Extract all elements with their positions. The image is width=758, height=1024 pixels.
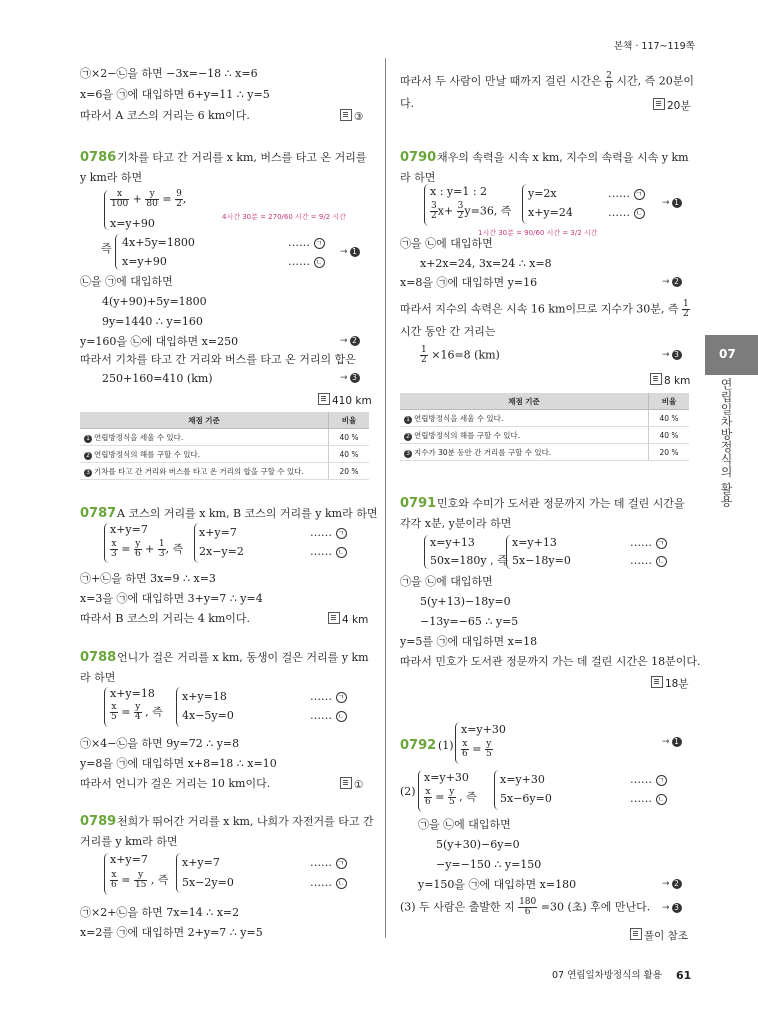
answer-icon xyxy=(328,612,340,624)
text-word: 즉 xyxy=(101,242,112,255)
equation-brace xyxy=(494,770,499,810)
table-header: 비율 xyxy=(649,393,690,410)
text-line: ㉠+㉡을 하면 3x=9 ∴ x=3 xyxy=(80,572,216,585)
equation-label: …… ㄱ xyxy=(630,774,667,786)
equation: 4x+5y=1800 xyxy=(122,236,195,249)
step-marker: → 3 xyxy=(340,373,360,383)
equation-label: …… ㄱ xyxy=(288,237,325,249)
problem-number: 0786 xyxy=(80,150,117,165)
table-row: 1 연립방정식을 세울 수 있다. 40 % xyxy=(80,429,369,446)
table-row: 3 지수가 30분 동안 간 거리를 구할 수 있다. 20 % xyxy=(400,444,689,461)
equation: 5x−18y=0 xyxy=(512,554,571,567)
table-row: 2 연립방정식의 해를 구할 수 있다. 40 % xyxy=(80,446,369,463)
equation-brace xyxy=(176,853,181,893)
equation: x=y+30 xyxy=(500,773,545,786)
answer: 풀이 참조 xyxy=(630,928,688,943)
chapter-title-vertical: 연립일차방정식의 활용 xyxy=(719,378,733,508)
annotation-note: 4시간 30분 = 270/60 시간 = 9/2 시간 xyxy=(222,213,346,221)
text-line: (2) xyxy=(400,785,416,798)
table-header: 비율 xyxy=(329,412,370,429)
equation-brace xyxy=(522,184,527,224)
text-line: y=160을 ㉡에 대입하면 x=250 xyxy=(80,335,239,348)
step-marker: → 3 xyxy=(662,350,682,360)
answer: ③ xyxy=(340,109,363,123)
problem-number: 0790 xyxy=(400,150,437,165)
scoring-table xyxy=(80,412,369,480)
equation: 2x−y=2 xyxy=(199,545,244,558)
equation: x=y+90 xyxy=(110,217,155,230)
answer: 4 km xyxy=(328,612,368,626)
text-line: ㉠을 ㉡에 대입하면 xyxy=(400,237,493,250)
equation: x=y+30 xyxy=(424,771,469,784)
equation: x+y=18 xyxy=(110,687,155,700)
text-line: −y=−150 ∴ y=150 xyxy=(436,858,542,871)
text-line: 라 하면 xyxy=(400,171,436,184)
equation-brace xyxy=(506,535,511,569)
equation-label: …… ㄴ xyxy=(310,710,347,722)
text-line: 5(y+13)−18y=0 xyxy=(420,595,511,608)
text-line: 각각 x분, y분이라 하면 xyxy=(400,517,512,530)
text-line: 따라서 기차를 타고 간 거리와 버스를 타고 온 거리의 합은 xyxy=(80,353,356,366)
equation-brace xyxy=(104,190,109,230)
chapter-number: 07 xyxy=(719,347,736,361)
text-line: 라 하면 xyxy=(80,671,116,684)
equation-label: …… ㄱ xyxy=(310,527,347,539)
text-line: ㉠을 ㉡에 대입하면 xyxy=(418,818,511,831)
equation: $\frac{x}{100}$ + $\frac{y}{80}$ = $\frac{9}{2}$ , xyxy=(111,189,187,209)
text-line: 기차를 타고 간 거리를 x km, 버스를 타고 온 거리를 xyxy=(117,151,367,164)
text-line: y=8을 ㉠에 대입하면 x+8=18 ∴ x=10 xyxy=(80,757,277,770)
equation: 5x−2y=0 xyxy=(182,876,234,889)
answer: 8 km xyxy=(650,373,690,387)
step-marker: → 2 xyxy=(340,336,360,346)
text-line: 9y=1440 ∴ y=160 xyxy=(102,315,203,328)
equation: x+y=7 xyxy=(110,523,148,536)
text-line: 언니가 걸은 거리를 x km, 동생이 걸은 거리를 y km xyxy=(117,651,369,664)
equation-brace xyxy=(104,523,109,563)
footer-chapter: 07 연립일차방정식의 활용 xyxy=(552,970,662,981)
equation-brace xyxy=(455,722,460,764)
text-line: (1) xyxy=(438,739,454,752)
table-header: 채점 기준 xyxy=(400,393,649,410)
text-line: 따라서 두 사람이 만날 때까지 걸린 시간은 $\frac{2}{6}$ 시간, 즉 20분이 xyxy=(400,71,694,91)
text-line: (3) 두 사람은 출발한 지 $\frac{180}{6}$ =30 (초) 후에 만난다. xyxy=(400,897,651,917)
answer-icon xyxy=(653,98,665,110)
equation: 4x−5y=0 xyxy=(182,709,234,722)
text-line: y=150을 ㉠에 대입하면 x=180 xyxy=(418,878,577,891)
text-line: ㉠을 ㉡에 대입하면 xyxy=(400,575,493,588)
equation: x+y=7 xyxy=(199,526,237,539)
annotation-note: 1시간 30분 = 90/60 시간 = 3/2 시간 xyxy=(478,229,598,237)
chapter-tab xyxy=(705,335,758,375)
equation: x=y+30 xyxy=(461,723,506,736)
text-line: 다. xyxy=(400,97,415,110)
step-marker: → 1 xyxy=(662,198,682,208)
text-line: 채우의 속력을 시속 x km, 지수의 속력을 시속 y km xyxy=(437,151,689,164)
equation: $\frac{3}{2}$ x+ $\frac{3}{2}$ y=36, 즉 xyxy=(431,201,512,221)
step-marker: → 3 xyxy=(662,903,682,913)
equation-brace xyxy=(104,687,109,727)
answer-icon xyxy=(650,373,662,385)
equation-brace xyxy=(424,184,429,226)
equation: 50x=180y , 즉 xyxy=(430,554,508,567)
text-line: 250+160=410 (km) xyxy=(102,372,213,385)
text-line: x+2x=24, 3x=24 ∴ x=8 xyxy=(420,257,552,270)
problem-number: 0791 xyxy=(400,496,437,511)
text-line: 민호와 수미가 도서관 정문까지 가는 데 걸린 시간을 xyxy=(437,497,685,510)
equation-label: …… ㄱ xyxy=(608,188,645,200)
text-line: ㉡을 ㉠에 대입하면 xyxy=(80,275,173,288)
problem-number: 0788 xyxy=(80,650,117,665)
equation-label: …… ㄴ xyxy=(608,207,645,219)
text-line: 거리를 y km라 하면 xyxy=(80,835,178,848)
equation-brace xyxy=(424,535,429,569)
step-marker: → 1 xyxy=(340,247,360,257)
equation-brace xyxy=(176,687,181,727)
problem-number: 0789 xyxy=(80,814,117,829)
text-line: y km라 하면 xyxy=(80,171,143,184)
equation-brace xyxy=(104,853,109,895)
table-header: 채점 기준 xyxy=(80,412,329,429)
text-line: 따라서 언니가 걸은 거리는 10 km이다. xyxy=(80,777,271,790)
text-line: 4(y+90)+5y=1800 xyxy=(102,295,207,308)
answer: 18분 xyxy=(651,676,689,691)
equation: $\frac{x}{5}$ = $\frac{y}{4}$ , 즉 xyxy=(111,702,163,722)
text-line: 5(y+30)−6y=0 xyxy=(436,838,520,851)
equation: 5x−6y=0 xyxy=(500,792,552,805)
answer-icon xyxy=(340,777,352,789)
text-line: ㉠×4−㉡을 하면 9y=72 ∴ y=8 xyxy=(80,737,240,750)
equation: y=2x xyxy=(528,187,557,200)
step-marker: → 2 xyxy=(662,277,682,287)
text-line: ㉠×2+㉡을 하면 7x=14 ∴ x=2 xyxy=(80,906,240,919)
answer: 20분 xyxy=(653,98,691,113)
equation: x+y=24 xyxy=(528,206,573,219)
text-line: x=8을 ㉠에 대입하면 y=16 xyxy=(400,276,538,289)
table-row: 1 연립방정식을 세울 수 있다. 40 % xyxy=(400,410,689,427)
equation-brace xyxy=(115,234,120,270)
text-line: $\frac{1}{2}$ ×16=8 (km) xyxy=(421,345,500,365)
text-line: 천희가 뛰어간 거리를 x km, 나희가 자전거를 타고 간 xyxy=(117,815,374,828)
equation-label: …… ㄱ xyxy=(310,691,347,703)
text-line: 시간 동안 간 거리는 xyxy=(400,325,496,338)
answer-icon xyxy=(630,928,642,940)
equation: x=y+13 xyxy=(512,536,557,549)
text-line: 따라서 지수의 속력은 시속 16 km이므로 지수가 30분, 즉 $\frac{1}{2}$ xyxy=(400,299,689,319)
equation: $\frac{x}{6}$ = $\frac{y}{15}$ , 즉 xyxy=(111,870,169,890)
text-line: x=3을 ㉠에 대입하면 3+y=7 ∴ y=4 xyxy=(80,592,263,605)
equation-label: …… ㄴ xyxy=(288,256,325,268)
equation-brace xyxy=(418,770,423,812)
text-line: A 코스의 거리를 x km, B 코스의 거리를 y km라 하면 xyxy=(117,507,378,520)
column-divider xyxy=(385,58,386,938)
equation-label: …… ㄱ xyxy=(630,537,667,549)
equation: x : y=1 : 2 xyxy=(430,185,488,198)
answer-icon xyxy=(651,676,663,688)
scoring-table xyxy=(400,393,689,461)
text-line: x=6을 ㉠에 대입하면 6+y=11 ∴ y=5 xyxy=(80,88,270,101)
text-line: ㉠×2−㉡을 하면 −3x=−18 ∴ x=6 xyxy=(80,67,258,80)
text-line: 따라서 B 코스의 거리는 4 km이다. xyxy=(80,612,251,625)
equation: x=y+90 xyxy=(122,255,167,268)
equation: $\frac{x}{6}$ = $\frac{y}{5}$ , 즉 xyxy=(425,787,477,807)
table-row: 2 연립방정식의 해를 구할 수 있다. 40 % xyxy=(400,427,689,444)
equation-label: …… ㄴ xyxy=(630,793,667,805)
equation: $\frac{x}{6}$ = $\frac{y}{5}$ xyxy=(462,739,492,759)
text-line: y=5를 ㉠에 대입하면 x=18 xyxy=(400,635,538,648)
equation: x=y+13 xyxy=(430,536,475,549)
text-line: 따라서 민호가 도서관 정문까지 가는 데 걸린 시간은 18분이다. xyxy=(400,655,701,668)
text-line: x=2를 ㉠에 대입하면 2+y=7 ∴ y=5 xyxy=(80,926,263,939)
text-line: −13y=−65 ∴ y=5 xyxy=(420,615,519,628)
problem-number: 0792 xyxy=(400,738,437,753)
page-header: 본책 · 117~119쪽 xyxy=(614,41,695,52)
table-row: 3 기차를 타고 간 거리와 버스를 타고 온 거리의 합을 구할 수 있다. 20 % xyxy=(80,463,369,480)
answer: ① xyxy=(340,777,363,791)
equation-label: …… ㄴ xyxy=(310,877,347,889)
equation-label: …… ㄴ xyxy=(630,555,667,567)
problem-number: 0787 xyxy=(80,506,117,521)
equation: x+y=7 xyxy=(110,853,148,866)
equation: $\frac{x}{3}$ = $\frac{y}{6}$ + $\frac{1}{3}$ , 즉 xyxy=(111,539,184,559)
answer: 410 km xyxy=(318,393,372,407)
step-marker: → 2 xyxy=(662,879,682,889)
equation-label: …… ㄴ xyxy=(310,546,347,558)
equation-label: …… ㄱ xyxy=(310,857,347,869)
page-number: 61 xyxy=(676,969,692,982)
text-line: 따라서 A 코스의 거리는 6 km이다. xyxy=(80,109,250,122)
answer-icon xyxy=(340,109,352,121)
equation: x+y=7 xyxy=(182,856,220,869)
equation: x+y=18 xyxy=(182,690,227,703)
step-marker: → 1 xyxy=(662,737,682,747)
answer-icon xyxy=(318,393,330,405)
